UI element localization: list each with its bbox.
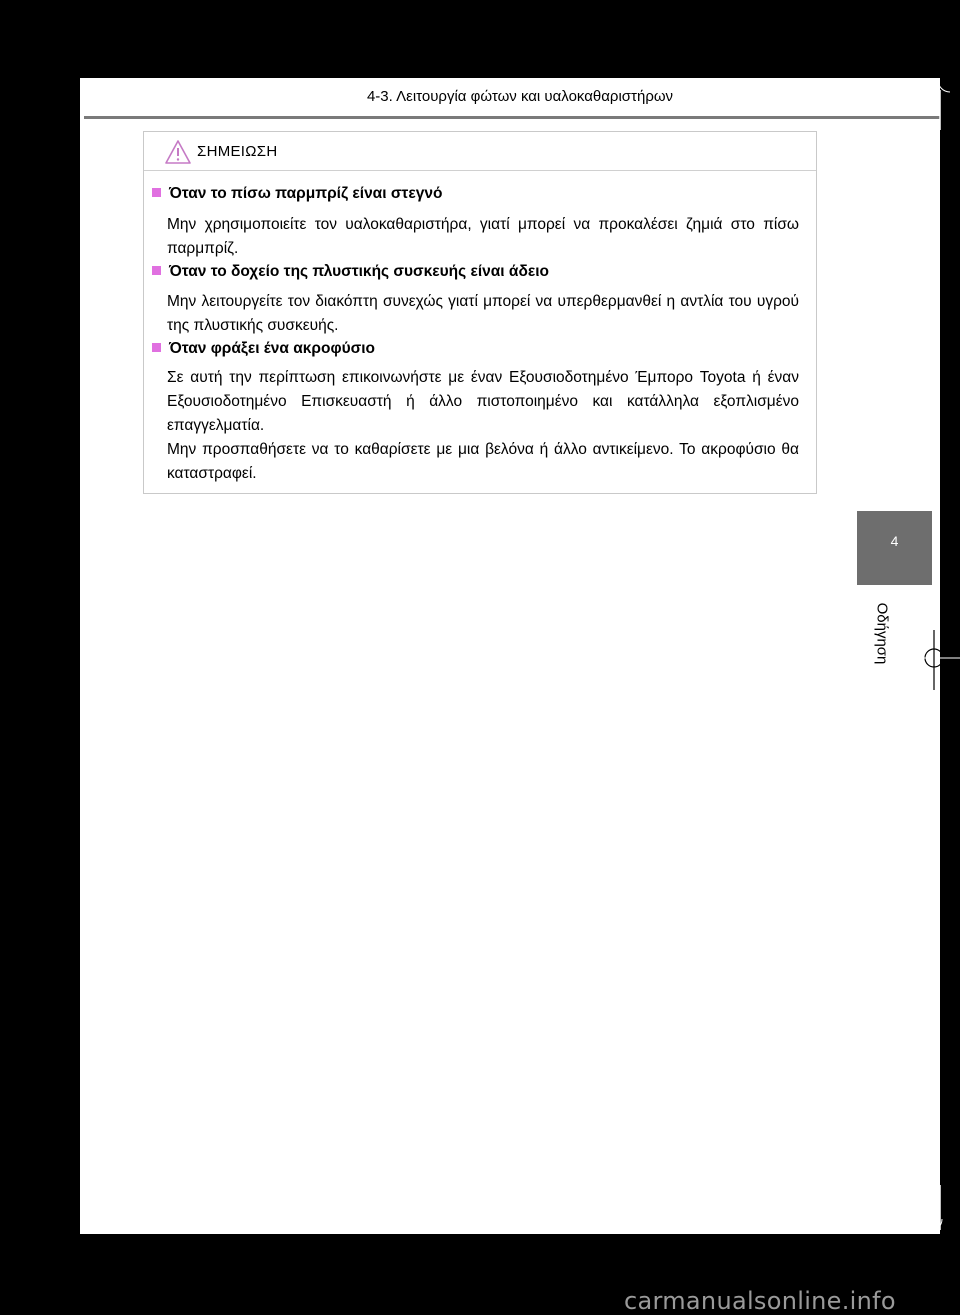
- chapter-tab: [857, 511, 932, 585]
- warning-triangle-icon: [164, 139, 192, 165]
- notice-item-heading: Όταν το πίσω παρμπρίζ είναι στεγνό: [152, 185, 442, 203]
- section-title: 4-3. Λειτουργία φώτων και υαλοκαθαριστήρων: [366, 88, 674, 105]
- notice-header: [144, 132, 816, 171]
- bullet-square-icon: [152, 343, 161, 352]
- notice-item-body: Μην λειτουργείτε τον διακόπτη συνεχώς γιατί μπορεί να υπερθερμανθεί η αντλία του υγρού της πλυστικής συσκευής.: [167, 293, 799, 334]
- notice-item-body: Σε αυτή την περίπτωση επικοινωνήστε με έναν Εξουσιοδοτημένο Έμπορο Toyota ή έναν Εξουσιοδοτημένο Επισκευαστή ή άλλο πιστοποιημένο και κατάλληλα εξοπλισμένο επαγγελματία. Μην προσπαθήσετε να το καθαρίσετε με μια βελόνα ή άλλο αντικείμενο. Το ακροφύσιο θα καταστραφεί.: [167, 369, 799, 482]
- notice-item-heading: Όταν φράξει ένα ακροφύσιο: [152, 340, 375, 358]
- bullet-square-icon: [152, 188, 161, 197]
- chapter-label: Οδήγηση: [873, 602, 891, 665]
- bullet-square-icon: [152, 266, 161, 275]
- watermark: carmanualsonline.info: [624, 1287, 896, 1315]
- chapter-number: 4: [890, 533, 899, 549]
- notice-item-heading: Όταν το δοχείο της πλυστικής συσκευής είναι άδειο: [152, 263, 549, 281]
- notice-item-body: Μην χρησιμοποιείτε τον υαλοκαθαριστήρα, γιατί μπορεί να προκαλέσει ζημιά στο πίσω παρμπρίζ.: [167, 216, 799, 257]
- registration-mark-icon: [918, 630, 960, 690]
- notice-title: ΣΗΜΕΙΩΣΗ: [197, 143, 278, 160]
- crop-mark-icon: [920, 80, 960, 130]
- notice-box: [143, 131, 817, 494]
- crop-mark-icon: [920, 1185, 960, 1245]
- header-divider: [84, 116, 940, 119]
